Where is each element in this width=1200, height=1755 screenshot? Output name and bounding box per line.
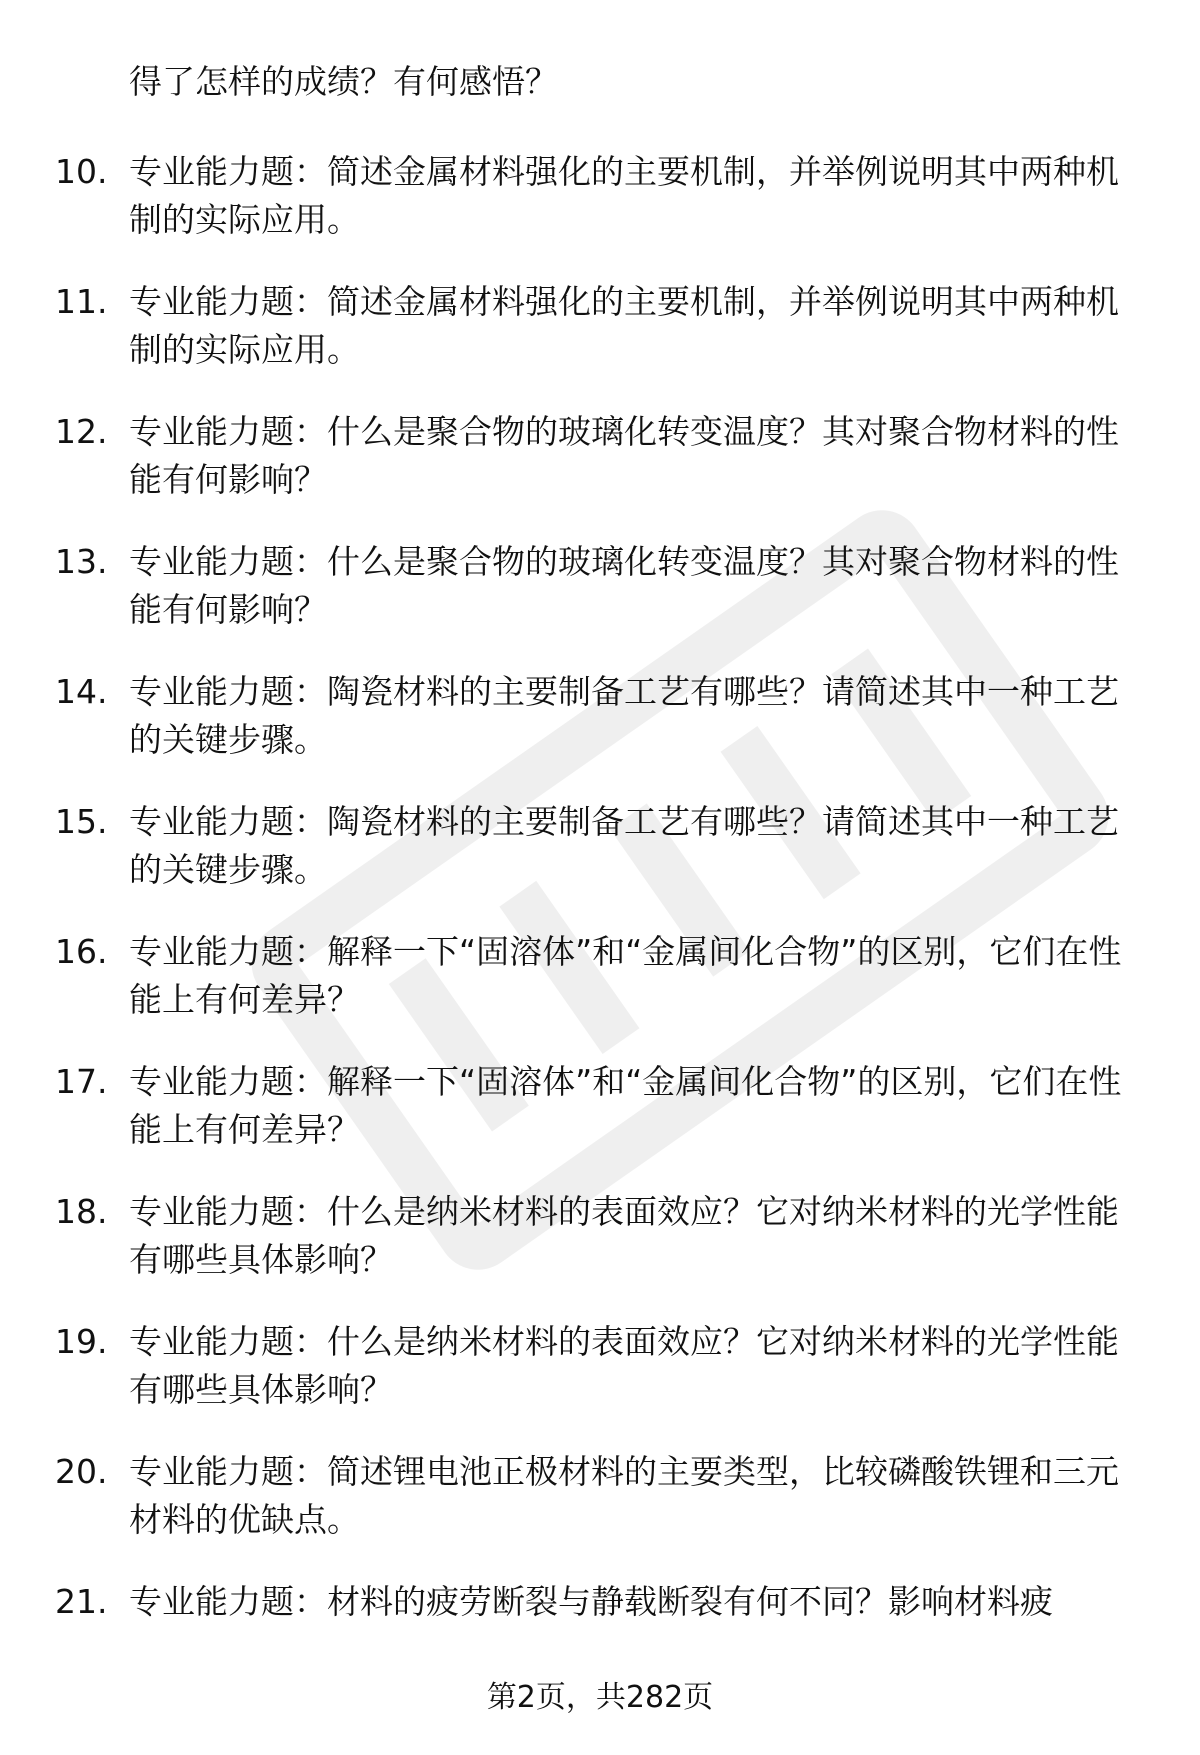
list-item <box>55 278 1145 374</box>
list-item <box>55 668 1145 764</box>
item-text: 专业能力题：什么是纳米材料的表面效应？它对纳米材料的光学性能有哪些具体影响？ <box>129 1192 1119 1279</box>
list-item <box>55 148 1145 244</box>
item-text: 专业能力题：材料的疲劳断裂与静载断裂有何不同？影响材料疲 <box>129 1582 1053 1621</box>
list-item <box>55 1318 1145 1414</box>
list-item <box>55 408 1145 504</box>
question-list <box>55 58 1145 1660</box>
item-text: 专业能力题：解释一下“固溶体”和“金属间化合物”的区别，它们在性能上有何差异？ <box>129 1062 1122 1149</box>
item-text: 专业能力题：解释一下“固溶体”和“金属间化合物”的区别，它们在性能上有何差异？ <box>129 932 1122 1019</box>
item-number: 14. <box>55 672 108 711</box>
item-number: 21. <box>55 1582 108 1621</box>
list-item <box>55 1188 1145 1284</box>
list-item <box>55 1578 1145 1626</box>
item-text: 专业能力题：简述锂电池正极材料的主要类型，比较磷酸铁锂和三元材料的优缺点。 <box>129 1452 1119 1539</box>
item-number: 10. <box>55 152 108 191</box>
item-number: 20. <box>55 1452 108 1491</box>
item-text: 专业能力题：什么是聚合物的玻璃化转变温度？其对聚合物材料的性能有何影响？ <box>129 412 1119 499</box>
item-number: 17. <box>55 1062 108 1101</box>
item-text: 专业能力题：什么是聚合物的玻璃化转变温度？其对聚合物材料的性能有何影响？ <box>129 542 1119 629</box>
list-item <box>55 1058 1145 1154</box>
item-text: 专业能力题：陶瓷材料的主要制备工艺有哪些？请简述其中一种工艺的关键步骤。 <box>129 802 1119 889</box>
item-number: 12. <box>55 412 108 451</box>
item-number: 16. <box>55 932 108 971</box>
item-text: 专业能力题：陶瓷材料的主要制备工艺有哪些？请简述其中一种工艺的关键步骤。 <box>129 672 1119 759</box>
list-item <box>55 538 1145 634</box>
item-text: 专业能力题：简述金属材料强化的主要机制，并举例说明其中两种机制的实际应用。 <box>129 282 1119 369</box>
item-text: 专业能力题：什么是纳米材料的表面效应？它对纳米材料的光学性能有哪些具体影响？ <box>129 1322 1119 1409</box>
item-number: 11. <box>55 282 108 321</box>
item-number: 19. <box>55 1322 108 1361</box>
item-number: 13. <box>55 542 108 581</box>
list-item <box>55 1448 1145 1544</box>
page-footer: 第2页，共282页 <box>486 1680 714 1715</box>
item-number: 18. <box>55 1192 108 1231</box>
continued-question-text: 得了怎样的成绩？有何感悟？ <box>129 62 558 101</box>
item-text: 专业能力题：简述金属材料强化的主要机制，并举例说明其中两种机制的实际应用。 <box>129 152 1119 239</box>
item-number: 15. <box>55 802 108 841</box>
list-item <box>55 798 1145 894</box>
list-item <box>55 928 1145 1024</box>
